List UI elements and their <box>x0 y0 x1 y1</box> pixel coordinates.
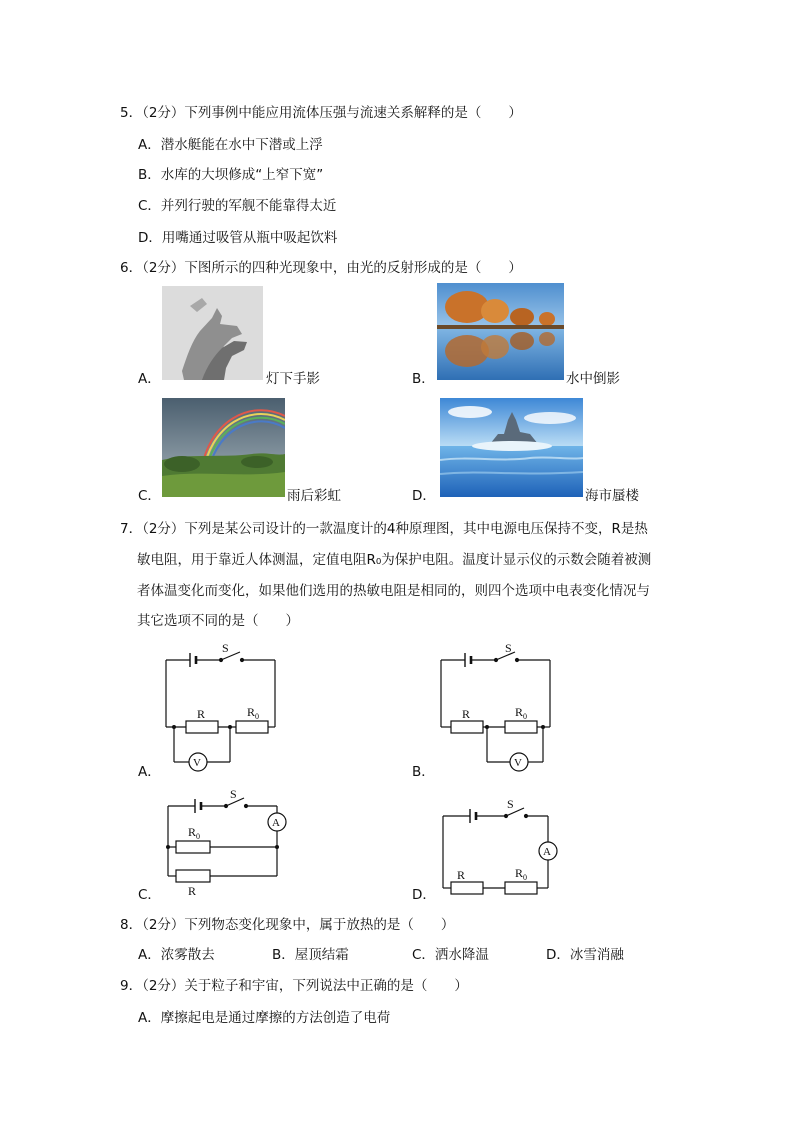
q6-caption-a: 灯下手影 <box>266 371 320 387</box>
q7-stem-line-1: 7．（2分）下列是某公司设计的一款温度计的4种原理图，其中电源电压保持不变，R是热 <box>120 521 648 537</box>
water-reflection-image <box>437 283 564 380</box>
q6-option-d-letter: D． <box>412 488 436 504</box>
q7-stem-line-3: 者体温变化而变化，如果他们选用的热敏电阻是相同的，则四个选项中电表变化情况与 <box>137 583 650 599</box>
circuit-diagram-b <box>435 640 560 780</box>
q5-stem: 5．（2分）下列事例中能应用流体压强与流速关系解释的是（ ） <box>120 105 522 121</box>
q6-option-b-letter: B． <box>412 371 435 387</box>
switch-label: S <box>507 797 514 811</box>
q6-option-c-letter: C． <box>138 488 161 504</box>
q6-caption-c: 雨后彩虹 <box>287 488 341 504</box>
q6-caption-b: 水中倒影 <box>566 371 620 387</box>
mirage-image <box>440 398 583 497</box>
resistor-r0-label: $R_0$ <box>247 705 260 721</box>
q5-option-d: D．用嘴通过吸管从瓶中吸起饮料 <box>138 230 338 246</box>
switch-label: S <box>222 641 229 655</box>
q7-stem-line-2: 敏电阻，用于靠近人体测温，定值电阻R₀为保护电阻。温度计显示仪的示数会随着被测 <box>137 552 652 568</box>
q6-stem: 6．（2分）下图所示的四种光现象中，由光的反射形成的是（ ） <box>120 260 522 276</box>
q5-option-a: A．潜水艇能在水中下潜或上浮 <box>138 137 323 153</box>
q6-caption-d: 海市蜃楼 <box>585 488 639 504</box>
circuit-diagram-d <box>435 796 565 901</box>
q9-stem: 9．（2分）关于粒子和宇宙，下列说法中正确的是（ ） <box>120 978 468 994</box>
q9-option-a: A．摩擦起电是通过摩擦的方法创造了电荷 <box>138 1010 391 1026</box>
circuit-diagram-c <box>160 786 290 901</box>
switch-label: S <box>230 787 237 801</box>
switch-label: S <box>505 641 512 655</box>
resistor-r0-label: $R_0$ <box>515 866 528 882</box>
resistor-r-label: R <box>197 707 206 721</box>
q7-option-b-letter: B． <box>412 764 435 780</box>
q7-stem-line-4: 其它选项不同的是（ ） <box>137 613 299 629</box>
resistor-r0-label: $R_0$ <box>515 705 528 721</box>
resistor-r-label: R <box>462 707 471 721</box>
q5-option-c: C．并列行驶的军舰不能靠得太近 <box>138 198 337 214</box>
q8-option-c: C．洒水降温 <box>412 947 489 963</box>
q7-option-d-letter: D． <box>412 887 436 903</box>
ammeter-label: A <box>272 817 280 829</box>
voltmeter-label: V <box>193 757 201 769</box>
q8-option-d: D．冰雪消融 <box>546 947 624 963</box>
hand-shadow-image <box>162 286 263 380</box>
circuit-diagram-a <box>160 640 285 780</box>
resistor-r-label: R <box>188 884 197 898</box>
resistor-r0-label: $R_0$ <box>188 825 201 841</box>
rainbow-image <box>162 398 285 497</box>
q8-option-b: B．屋顶结霜 <box>272 947 349 963</box>
resistor-r-label: R <box>457 868 466 882</box>
q8-stem: 8．（2分）下列物态变化现象中，属于放热的是（ ） <box>120 917 455 933</box>
q6-option-a-letter: A． <box>138 371 161 387</box>
q8-option-a: A．浓雾散去 <box>138 947 215 963</box>
q7-option-a-letter: A． <box>138 764 161 780</box>
q7-option-c-letter: C． <box>138 887 161 903</box>
voltmeter-label: V <box>514 757 522 769</box>
q5-option-b: B．水库的大坝修成“上窄下宽” <box>138 167 324 183</box>
ammeter-label: A <box>543 846 551 858</box>
